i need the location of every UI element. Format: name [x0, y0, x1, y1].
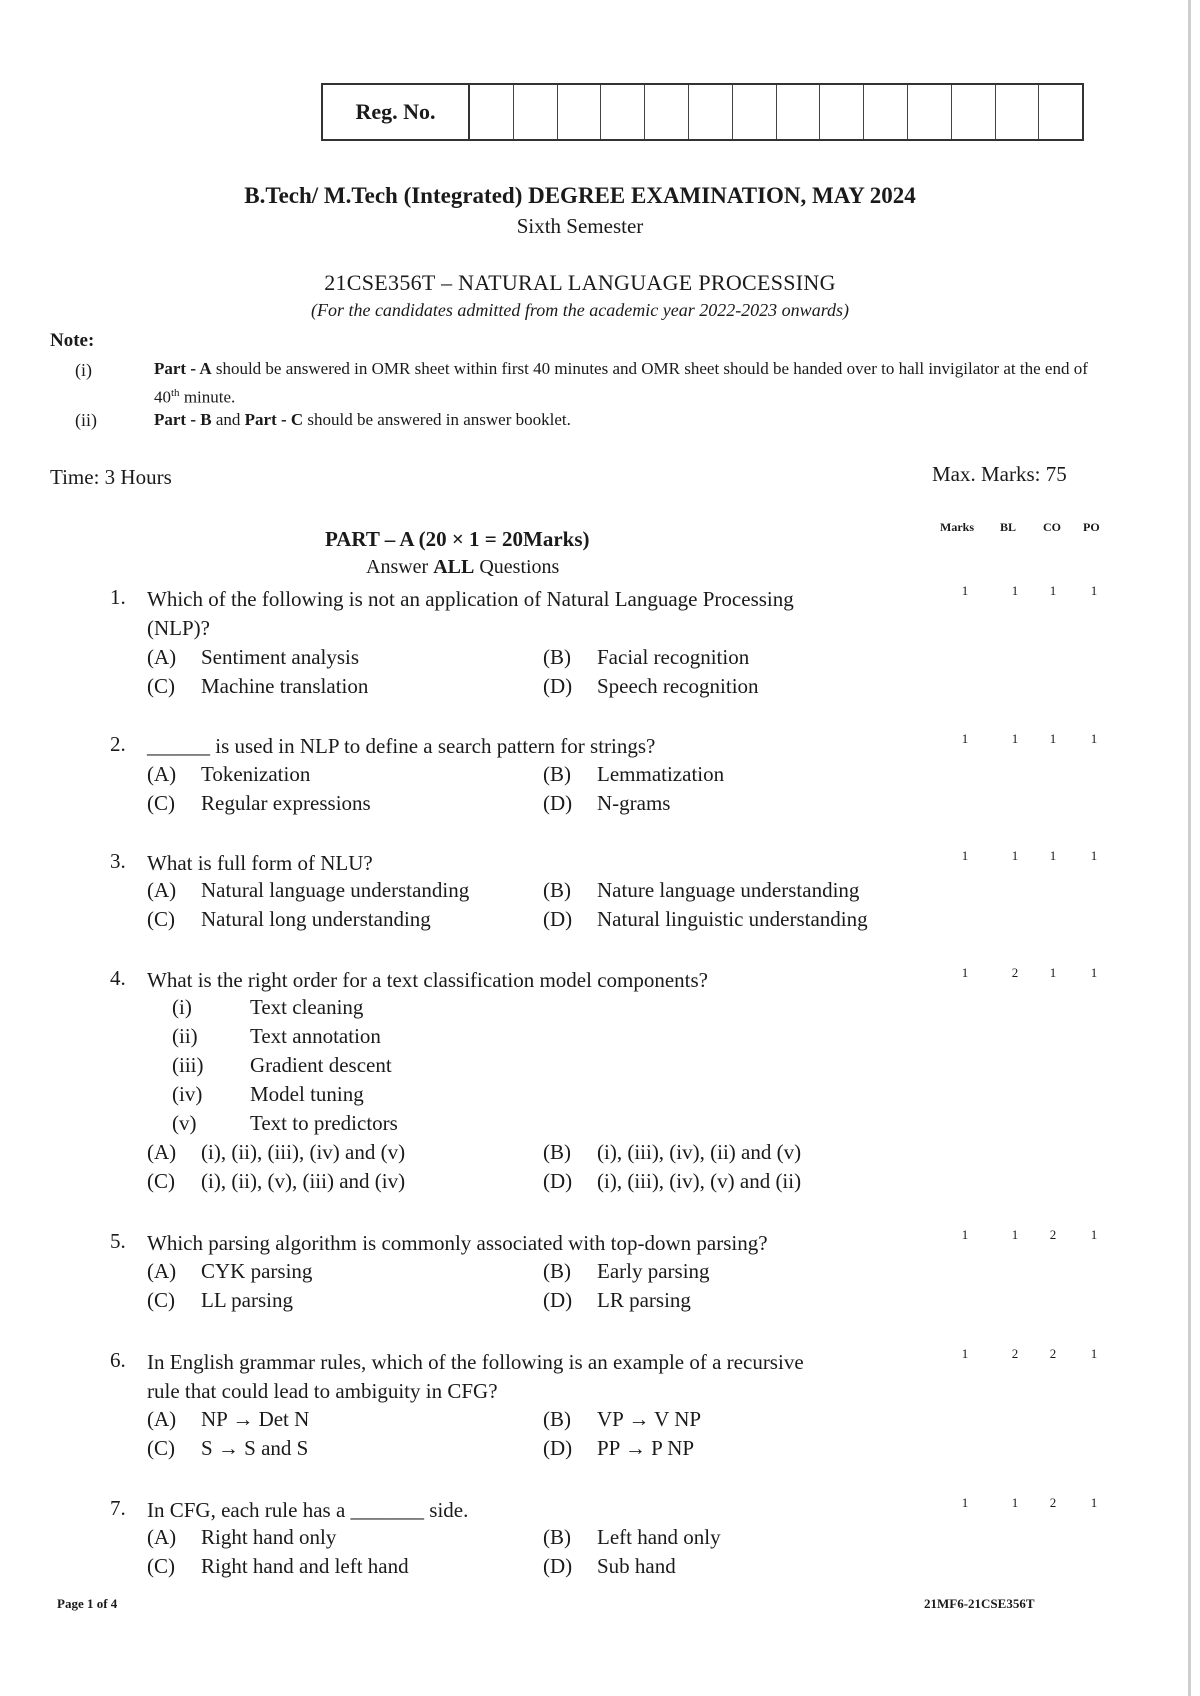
option-text: PP → P NP	[597, 1436, 695, 1460]
marks-value: 1	[961, 1227, 969, 1242]
option-label: (A)	[147, 645, 177, 669]
bl-value: 1	[1011, 1227, 1019, 1242]
option-text: Tokenization	[201, 762, 311, 786]
option-label: (B)	[543, 1140, 571, 1164]
option-label: (C)	[147, 1554, 175, 1578]
option-c	[147, 1169, 405, 1194]
option-text: (i), (iii), (iv), (v) and (ii)	[597, 1169, 802, 1193]
reg-no-cell	[864, 85, 908, 139]
option-text: Regular expressions	[201, 791, 371, 815]
po-value: 1	[1090, 583, 1098, 598]
sub-item-text: Gradient descent	[250, 1053, 392, 1077]
note-bold: Part - A	[154, 359, 212, 378]
note-item-text	[154, 407, 1104, 432]
option-label: (D)	[543, 1554, 573, 1578]
instruction-text: Questions	[474, 556, 560, 578]
option-text: Right hand and left hand	[201, 1554, 409, 1578]
question-text	[147, 585, 937, 643]
instruction-bold: ALL	[433, 556, 475, 578]
option-text: Lemmatization	[597, 762, 725, 786]
candidates-note: (For the candidates admitted from the academic year 2022-2023 onwards)	[310, 300, 850, 320]
question-text: What is the right order for a text classification model components?	[147, 968, 708, 992]
option-text: NP → Det N	[201, 1407, 310, 1431]
sub-item-text: Model tuning	[250, 1082, 364, 1106]
option-text: Machine translation	[201, 674, 369, 698]
question-line: In English grammar rules, which of the following is an example of a recursive	[147, 1350, 804, 1374]
part-a-title: PART – A (20 × 1 = 20Marks)	[325, 527, 590, 551]
option-text: (i), (iii), (iv), (ii) and (v)	[597, 1140, 802, 1164]
option-label: (D)	[543, 1288, 573, 1312]
po-value: 1	[1090, 965, 1098, 980]
course-title: 21CSE356T – NATURAL LANGUAGE PROCESSING	[324, 270, 836, 295]
option-a	[147, 1525, 336, 1550]
option-label: (D)	[543, 1169, 573, 1193]
option-b	[543, 1407, 701, 1432]
marks-value: 1	[961, 583, 969, 598]
semester: Sixth Semester	[516, 214, 644, 238]
reg-no-cell	[733, 85, 777, 139]
option-b	[543, 1140, 801, 1165]
reg-no-cell	[908, 85, 952, 139]
option-text: Left hand only	[597, 1525, 721, 1549]
co-value: 1	[1049, 583, 1057, 598]
option-text: LR parsing	[597, 1288, 691, 1312]
question-number: 4.	[110, 966, 126, 990]
option-a	[147, 645, 359, 670]
option-d	[543, 907, 868, 932]
sub-item-text: Text annotation	[250, 1024, 381, 1048]
co-value: 1	[1049, 848, 1057, 863]
option-label: (C)	[147, 674, 175, 698]
option-text: Natural linguistic understanding	[597, 907, 868, 931]
note-bold: Part - C	[244, 410, 304, 429]
reg-no-cell	[689, 85, 733, 139]
option-label: (D)	[543, 791, 573, 815]
reg-no-cell	[1039, 85, 1082, 139]
question-number: 7.	[110, 1496, 126, 1520]
sub-item-label: (i)	[172, 995, 192, 1019]
bl-value: 2	[1011, 965, 1019, 980]
sub-item-text: Text to predictors	[250, 1111, 398, 1135]
bl-value: 1	[1011, 848, 1019, 863]
option-d	[543, 1288, 691, 1313]
option-a	[147, 878, 469, 903]
option-text: (i), (ii), (iii), (iv) and (v)	[201, 1140, 406, 1164]
marks-value: 1	[961, 1495, 969, 1510]
reg-no-cell	[777, 85, 821, 139]
question-number: 6.	[110, 1348, 126, 1372]
note-text: and	[211, 410, 245, 429]
marks-value: 1	[961, 848, 969, 863]
option-text: VP → V NP	[597, 1407, 702, 1431]
co-value: 2	[1049, 1346, 1057, 1361]
option-a	[147, 1140, 405, 1165]
time-allowed: Time: 3 Hours	[50, 465, 172, 489]
option-label: (B)	[543, 1407, 571, 1431]
reg-no-label: Reg. No.	[323, 85, 470, 139]
column-header-co: CO	[1043, 520, 1061, 534]
bl-value: 1	[1011, 1495, 1019, 1510]
option-text: Sub hand	[597, 1554, 676, 1578]
option-text: Natural language understanding	[201, 878, 470, 902]
reg-no-cell	[996, 85, 1040, 139]
option-label: (D)	[543, 907, 573, 931]
option-text: Right hand only	[201, 1525, 337, 1549]
option-label: (A)	[147, 1259, 177, 1283]
option-label: (A)	[147, 1407, 177, 1431]
reg-no-cell	[820, 85, 864, 139]
option-a	[147, 762, 310, 787]
reg-no-cell	[470, 85, 514, 139]
option-c	[147, 1288, 293, 1313]
option-label: (D)	[543, 1436, 573, 1460]
note-item-text	[154, 356, 1104, 410]
option-label: (C)	[147, 1436, 175, 1460]
option-d	[543, 1436, 694, 1461]
option-label: (C)	[147, 1288, 175, 1312]
option-b	[543, 1525, 721, 1550]
sub-item-text: Text cleaning	[250, 995, 364, 1019]
note-item-number: (ii)	[75, 410, 97, 430]
question-line: Which of the following is not an application of Natural Language Processing	[147, 587, 794, 611]
max-marks: Max. Marks: 75	[932, 462, 1067, 486]
option-text: Natural long understanding	[201, 907, 431, 931]
option-text: CYK parsing	[201, 1259, 313, 1283]
question-line: rule that could lead to ambiguity in CFG?	[147, 1379, 498, 1403]
option-label: (C)	[147, 1169, 175, 1193]
note-text: should be answered in OMR sheet within first 40 minutes and OMR sheet should be handed over to hall invigilator at the end of 40	[154, 359, 1088, 407]
question-line: (NLP)?	[147, 616, 210, 640]
note-text: should be answered in answer booklet.	[303, 410, 571, 429]
page-edge-shadow	[1188, 0, 1191, 1696]
sub-item	[172, 1024, 381, 1049]
option-b	[543, 878, 859, 903]
option-label: (A)	[147, 878, 177, 902]
reg-no-cell	[558, 85, 602, 139]
option-text: Facial recognition	[597, 645, 750, 669]
option-label: (A)	[147, 762, 177, 786]
sub-item-label: (iii)	[172, 1053, 204, 1077]
po-value: 1	[1090, 1346, 1098, 1361]
co-value: 2	[1049, 1495, 1057, 1510]
sub-item-label: (v)	[172, 1111, 197, 1135]
option-label: (B)	[543, 878, 571, 902]
option-label: (C)	[147, 907, 175, 931]
option-c	[147, 1554, 409, 1579]
option-b	[543, 1259, 710, 1284]
option-label: (B)	[543, 645, 571, 669]
option-text: Nature language understanding	[597, 878, 860, 902]
option-text: Speech recognition	[597, 674, 759, 698]
option-b	[543, 762, 724, 787]
column-header-marks: Marks	[940, 520, 974, 534]
marks-value: 1	[961, 1346, 969, 1361]
question-text	[147, 1348, 937, 1406]
option-text: Sentiment analysis	[201, 645, 360, 669]
option-text: Early parsing	[597, 1259, 710, 1283]
option-text: (i), (ii), (v), (iii) and (iv)	[201, 1169, 406, 1193]
question-number: 2.	[110, 732, 126, 756]
note-text: minute.	[179, 387, 236, 407]
sub-item	[172, 995, 363, 1020]
sub-item	[172, 1053, 392, 1078]
question-number: 5.	[110, 1229, 126, 1253]
question-text: ______ is used in NLP to define a search pattern for strings?	[147, 734, 656, 758]
option-label: (A)	[147, 1140, 177, 1164]
column-header-bl: BL	[1000, 520, 1017, 534]
marks-value: 1	[961, 965, 969, 980]
option-d	[543, 674, 759, 699]
question-text: What is full form of NLU?	[147, 851, 373, 875]
option-label: (B)	[543, 1259, 571, 1283]
bl-value: 1	[1011, 583, 1019, 598]
sub-item	[172, 1111, 398, 1136]
option-label: (B)	[543, 762, 571, 786]
note-item-number: (i)	[75, 360, 92, 380]
option-c	[147, 1436, 308, 1461]
bl-value: 1	[1011, 731, 1019, 746]
po-value: 1	[1090, 1495, 1098, 1510]
option-c	[147, 907, 431, 932]
option-c	[147, 791, 371, 816]
sub-item-label: (iv)	[172, 1082, 203, 1106]
reg-no-cell	[514, 85, 558, 139]
option-a	[147, 1407, 309, 1432]
option-text: S → S and S	[201, 1436, 309, 1460]
option-label: (D)	[543, 674, 573, 698]
question-number: 3.	[110, 849, 126, 873]
instruction-text: Answer	[366, 556, 434, 578]
note-bold: Part - B	[154, 410, 212, 429]
co-value: 1	[1049, 965, 1057, 980]
exam-title: B.Tech/ M.Tech (Integrated) DEGREE EXAMINATION, MAY 2024	[244, 183, 916, 208]
question-number: 1.	[110, 585, 126, 609]
option-label: (B)	[543, 1525, 571, 1549]
co-value: 1	[1049, 731, 1057, 746]
po-value: 1	[1090, 1227, 1098, 1242]
po-value: 1	[1090, 848, 1098, 863]
option-text: N-grams	[597, 791, 671, 815]
option-text: LL parsing	[201, 1288, 293, 1312]
note-sup: th	[171, 387, 180, 399]
reg-no-cell	[645, 85, 689, 139]
option-d	[543, 791, 670, 816]
bl-value: 2	[1011, 1346, 1019, 1361]
reg-no-cell	[952, 85, 996, 139]
po-value: 1	[1090, 731, 1098, 746]
option-d	[543, 1554, 676, 1579]
reg-no-box	[321, 83, 1084, 141]
co-value: 2	[1049, 1227, 1057, 1242]
part-a-instruction	[366, 556, 559, 579]
option-label: (C)	[147, 791, 175, 815]
option-d	[543, 1169, 801, 1194]
page-number: Page 1 of 4	[57, 1596, 118, 1611]
option-c	[147, 674, 368, 699]
option-a	[147, 1259, 312, 1284]
option-b	[543, 645, 749, 670]
reg-no-cell	[601, 85, 645, 139]
note-label: Note:	[50, 330, 95, 351]
question-text: In CFG, each rule has a _______ side.	[147, 1498, 469, 1522]
option-label: (A)	[147, 1525, 177, 1549]
column-header-po: PO	[1083, 520, 1100, 534]
sub-item-label: (ii)	[172, 1024, 198, 1048]
paper-code: 21MF6-21CSE356T	[924, 1596, 1035, 1611]
question-text: Which parsing algorithm is commonly associated with top-down parsing?	[147, 1231, 768, 1255]
sub-item	[172, 1082, 364, 1107]
marks-value: 1	[961, 731, 969, 746]
